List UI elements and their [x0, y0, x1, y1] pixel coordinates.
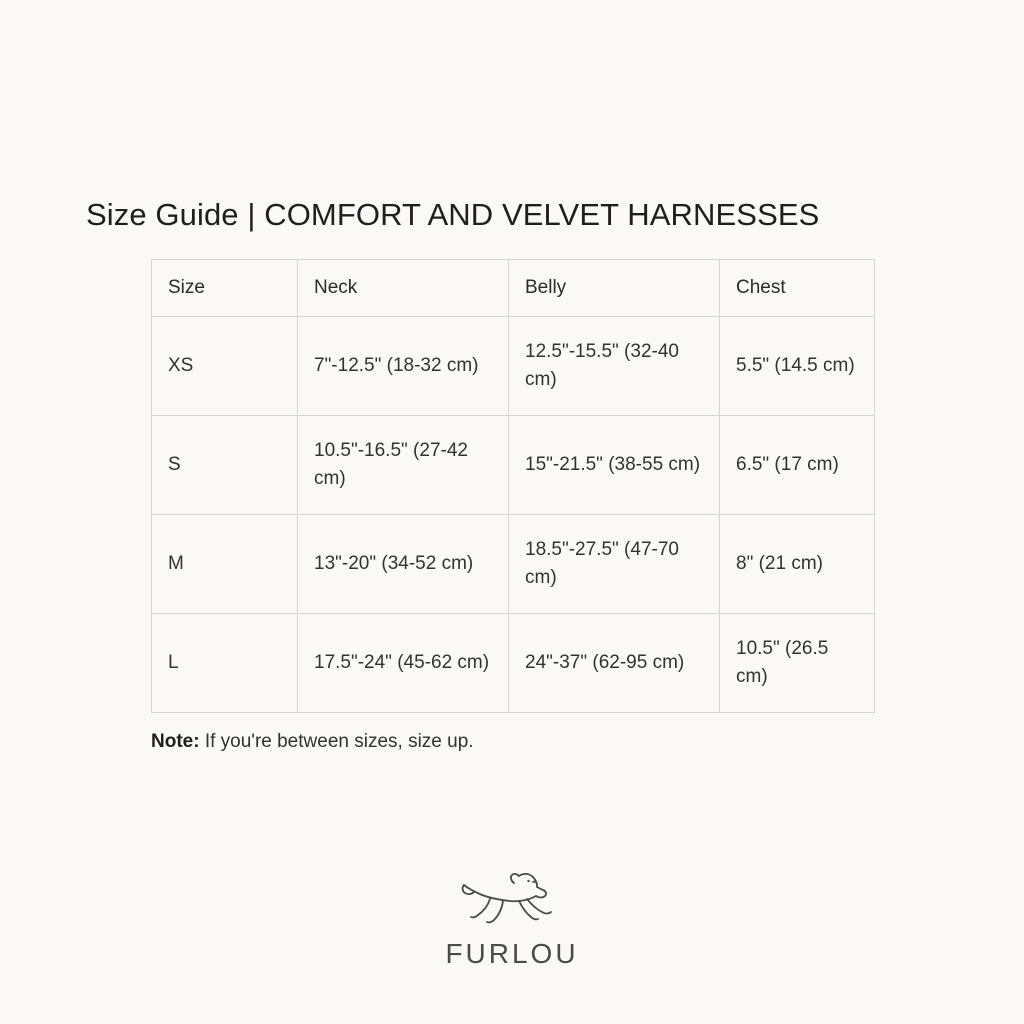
cell-chest: 8" (21 cm) [720, 514, 875, 613]
column-header-chest: Chest [720, 260, 875, 317]
cell-chest: 10.5" (26.5 cm) [720, 613, 875, 712]
brand-block [0, 868, 1024, 970]
size-note [151, 731, 474, 753]
cell-neck: 17.5"-24" (45-62 cm) [298, 613, 509, 712]
running-dog-icon [457, 868, 567, 932]
cell-belly: 15"-21.5" (38-55 cm) [509, 415, 720, 514]
cell-size: XS [152, 316, 298, 415]
cell-neck: 13"-20" (34-52 cm) [298, 514, 509, 613]
brand-name: FURLOU [445, 938, 579, 969]
table-row [152, 316, 875, 415]
cell-size: M [152, 514, 298, 613]
column-header-size: Size [152, 260, 298, 317]
page-title-text: Size Guide | COMFORT AND VELVET HARNESSES [86, 197, 820, 232]
cell-size: L [152, 613, 298, 712]
cell-belly: 24"-37" (62-95 cm) [509, 613, 720, 712]
table-row [152, 613, 875, 712]
cell-chest: 5.5" (14.5 cm) [720, 316, 875, 415]
table-row [152, 514, 875, 613]
cell-neck: 10.5"-16.5" (27-42 cm) [298, 415, 509, 514]
page-title [86, 196, 819, 235]
cell-belly: 18.5"-27.5" (47-70 cm) [509, 514, 720, 613]
column-header-belly: Belly [509, 260, 720, 317]
size-table-container [151, 259, 874, 713]
table-row [152, 415, 875, 514]
cell-belly: 12.5"-15.5" (32-40 cm) [509, 316, 720, 415]
size-table [151, 259, 875, 713]
table-header-row [152, 260, 875, 317]
size-table-header [152, 260, 875, 317]
size-note-text: If you're between sizes, size up. [199, 731, 474, 752]
size-table-body [152, 316, 875, 712]
cell-size: S [152, 415, 298, 514]
column-header-neck: Neck [298, 260, 509, 317]
cell-neck: 7"-12.5" (18-32 cm) [298, 316, 509, 415]
cell-chest: 6.5" (17 cm) [720, 415, 875, 514]
size-note-label: Note: [151, 731, 200, 752]
